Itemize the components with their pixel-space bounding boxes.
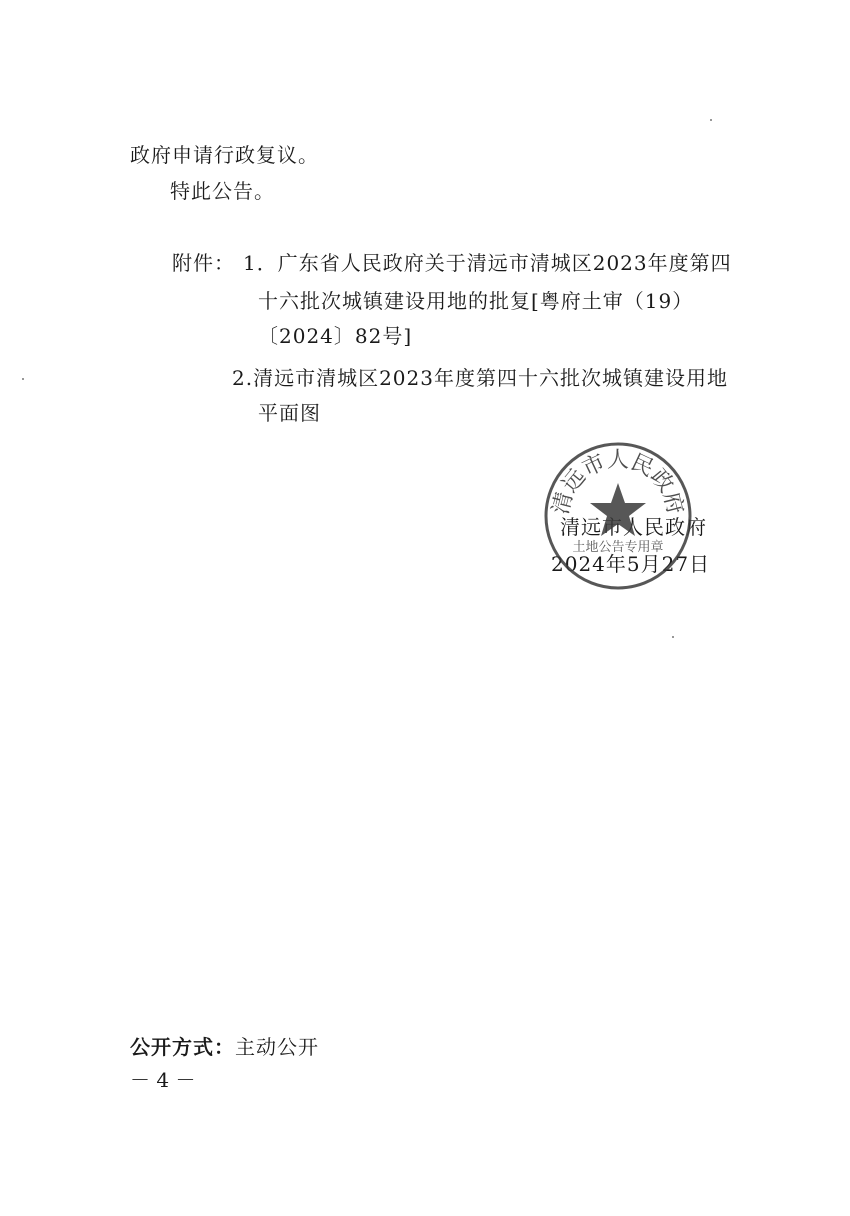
body-line-1: 政府申请行政复议。 [130, 143, 319, 167]
attachment-2-line-1: 2.清远市清城区2023年度第四十六批次城镇建设用地 [232, 366, 728, 390]
seal-upper-text: 清远市人民政府 [548, 448, 688, 517]
signature-date: 2024年5月27日 [551, 552, 711, 576]
disclosure-label: 公开方式： [130, 1035, 235, 1059]
attachment-2-line-2: 平面图 [258, 401, 321, 425]
attachment-1-line-2: 十六批次城镇建设用地的批复[粤府土审（19） [258, 289, 694, 313]
scan-speck [22, 378, 24, 380]
disclosure-value: 主动公开 [235, 1035, 319, 1059]
signature-organization: 清远市人民政府 [560, 515, 707, 539]
official-seal [543, 441, 693, 591]
seal-star-icon [590, 483, 646, 536]
seal-lower-text: 土地公告专用章 [572, 540, 664, 555]
attachments-label: 附件： [172, 251, 235, 275]
attachment-1-line-1: 1．广东省人民政府关于清远市清城区2023年度第四 [243, 251, 732, 275]
attachment-1-line-3: 〔2024〕82号] [258, 324, 413, 348]
disclosure-line [130, 1033, 319, 1061]
scan-speck [672, 636, 674, 638]
closing-line: 特此公告。 [170, 179, 275, 203]
scan-speck [710, 119, 712, 121]
page-number: － 4 － [130, 1068, 196, 1092]
